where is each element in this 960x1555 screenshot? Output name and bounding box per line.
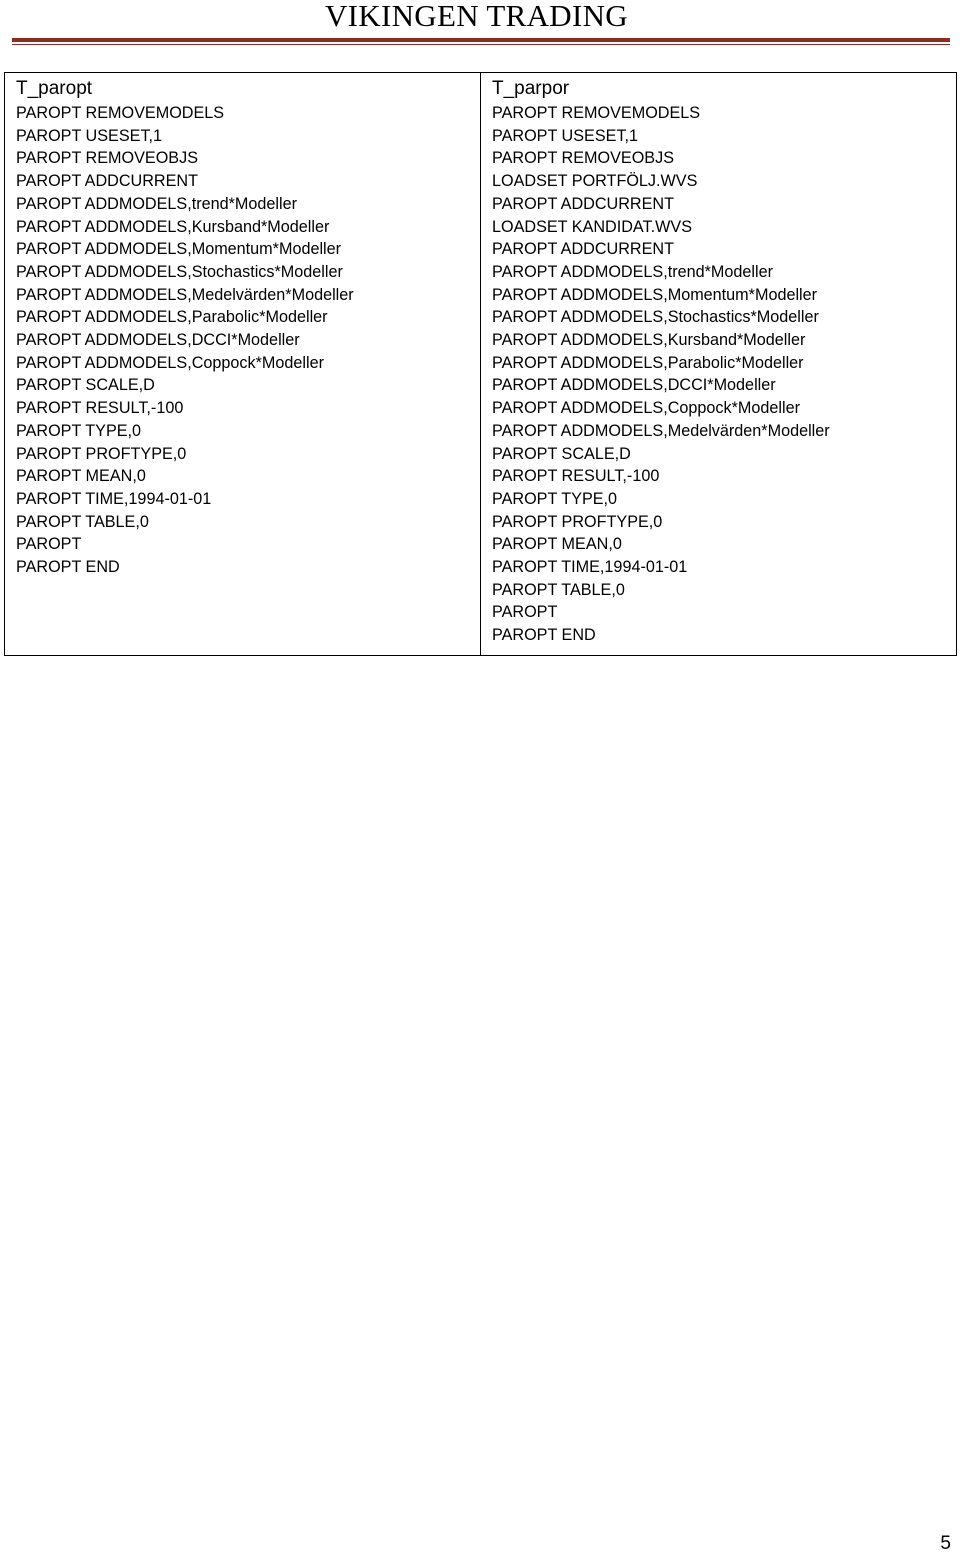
script-line: PAROPT ADDMODELS,Momentum*Modeller	[16, 240, 342, 259]
script-line: PAROPT MEAN,0	[492, 535, 622, 554]
script-line: PAROPT RESULT,-100	[492, 467, 660, 486]
header-rule-thick	[12, 38, 950, 42]
script-line: PAROPT TYPE,0	[492, 489, 618, 508]
script-table	[4, 72, 957, 656]
script-line: PAROPT ADDCURRENT	[16, 172, 198, 191]
header-rule-thin	[12, 44, 950, 45]
script-line: PAROPT USESET,1	[492, 126, 639, 145]
script-line: PAROPT ADDMODELS,DCCI*Modeller	[16, 331, 300, 350]
script-line: PAROPT TABLE,0	[16, 512, 149, 531]
script-line: PAROPT ADDMODELS,Momentum*Modeller	[492, 285, 818, 304]
script-line: PAROPT ADDMODELS,trend*Modeller	[492, 262, 773, 281]
header-title: VIKINGEN TRADING	[325, 0, 628, 33]
left-cell-title: T_paropt	[16, 78, 93, 99]
page-header	[0, 0, 960, 46]
table-row	[5, 73, 957, 656]
right-cell-title: T_parpor	[492, 78, 570, 99]
script-line: PAROPT TABLE,0	[492, 580, 625, 599]
script-line: LOADSET PORTFÖLJ.WVS	[492, 172, 698, 191]
right-cell-lines	[492, 102, 956, 647]
script-line: PAROPT SCALE,D	[492, 444, 631, 463]
script-line: PAROPT PROFTYPE,0	[16, 444, 187, 463]
script-line: PAROPT ADDMODELS,Kursband*Modeller	[492, 331, 806, 350]
script-line: PAROPT REMOVEMODELS	[492, 104, 701, 122]
script-line: PAROPT TIME,1994-01-01	[16, 489, 212, 508]
script-line: PAROPT END	[492, 626, 596, 645]
script-line: PAROPT ADDMODELS,Medelvärden*Modeller	[492, 421, 830, 440]
script-line: LOADSET KANDIDAT.WVS	[492, 217, 692, 236]
script-line: PAROPT ADDMODELS,trend*Modeller	[16, 194, 297, 213]
script-line: PAROPT SCALE,D	[16, 376, 155, 395]
left-cell-lines	[16, 102, 480, 579]
script-line: PAROPT REMOVEOBJS	[16, 149, 198, 168]
script-line: PAROPT USESET,1	[16, 126, 163, 145]
script-line: PAROPT ADDMODELS,Stochastics*Modeller	[16, 262, 343, 281]
script-line: PAROPT REMOVEMODELS	[16, 104, 225, 122]
script-line: PAROPT ADDMODELS,Coppock*Modeller	[492, 399, 800, 418]
script-line: PAROPT REMOVEOBJS	[492, 149, 674, 168]
script-line: PAROPT PROFTYPE,0	[492, 512, 663, 531]
page-number: 5	[940, 1533, 951, 1554]
script-line: PAROPT	[492, 603, 558, 622]
script-line: PAROPT ADDMODELS,Stochastics*Modeller	[492, 308, 819, 327]
right-cell	[481, 73, 957, 656]
script-line: PAROPT	[16, 535, 82, 554]
script-line: PAROPT ADDMODELS,Coppock*Modeller	[16, 353, 324, 372]
script-line: PAROPT ADDMODELS,DCCI*Modeller	[492, 376, 776, 395]
script-line: PAROPT END	[16, 558, 120, 577]
script-line: PAROPT ADDCURRENT	[492, 194, 674, 213]
script-line: PAROPT RESULT,-100	[16, 399, 184, 418]
left-cell	[5, 73, 481, 656]
script-line: PAROPT TIME,1994-01-01	[492, 558, 688, 577]
script-line: PAROPT ADDMODELS,Parabolic*Modeller	[16, 308, 328, 327]
script-line: PAROPT MEAN,0	[16, 467, 146, 486]
script-line: PAROPT ADDMODELS,Parabolic*Modeller	[492, 353, 804, 372]
script-line: PAROPT ADDMODELS,Kursband*Modeller	[16, 217, 330, 236]
script-line: PAROPT ADDCURRENT	[492, 240, 674, 259]
script-line: PAROPT TYPE,0	[16, 421, 142, 440]
script-line: PAROPT ADDMODELS,Medelvärden*Modeller	[16, 285, 354, 304]
